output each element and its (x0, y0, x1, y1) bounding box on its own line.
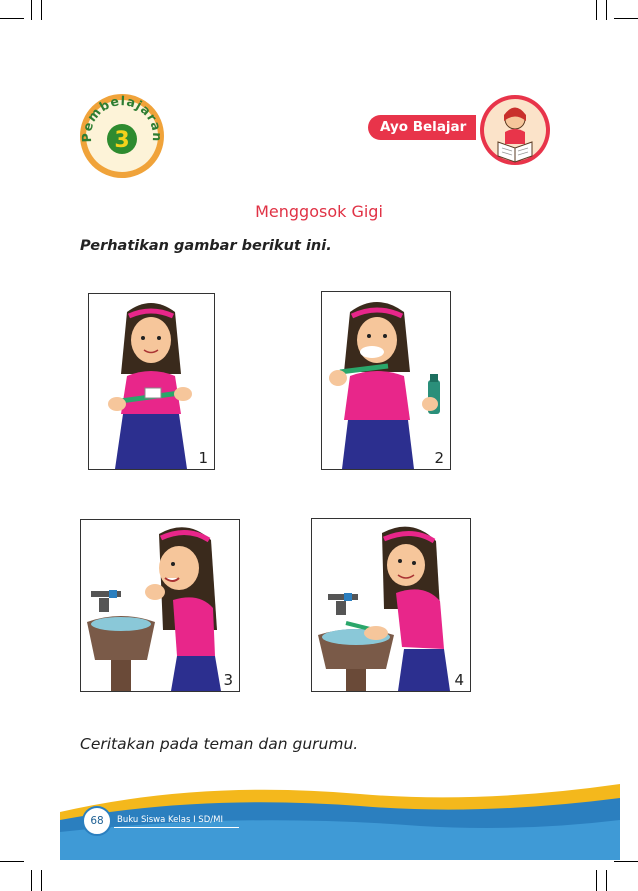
girl-brushing-teeth-illustration (322, 292, 450, 469)
section-title: Menggosok Gigi (255, 202, 383, 221)
panel-number: 4 (454, 671, 464, 689)
ayo-belajar-label: Ayo Belajar (368, 115, 476, 140)
badge-word: Pembelajaran (78, 93, 166, 143)
girl-washing-toothbrush-illustration (312, 519, 470, 691)
crop-mark (41, 0, 42, 20)
illustration-panel-3 (80, 519, 240, 692)
crop-mark (606, 0, 607, 20)
illustration-panel-4 (311, 518, 471, 692)
panel-number: 1 (198, 449, 208, 467)
page-number: 68 (82, 806, 112, 836)
book-label: Buku Siswa Kelas I SD/MI (117, 815, 223, 825)
instruction-text: Perhatikan gambar berikut ini. (80, 238, 332, 254)
crop-mark (596, 0, 597, 20)
crop-mark (614, 861, 638, 862)
girl-applying-toothpaste-illustration (89, 294, 214, 469)
footer-divider (114, 827, 239, 828)
crop-mark (41, 870, 42, 891)
crop-mark (614, 18, 638, 19)
girl-rinsing-mouth-illustration (81, 520, 239, 691)
lesson-badge-graphic (78, 92, 166, 180)
panel-number: 3 (223, 671, 233, 689)
crop-mark (606, 870, 607, 891)
lesson-badge (78, 92, 166, 180)
panel-number: 2 (434, 449, 444, 467)
reading-child-icon (478, 92, 552, 168)
illustration-panel-2 (321, 291, 451, 470)
badge-number: 3 (114, 128, 130, 153)
closing-instruction: Ceritakan pada teman dan gurumu. (80, 735, 359, 753)
crop-mark (31, 0, 32, 20)
illustration-panel-1 (88, 293, 215, 470)
crop-mark (31, 870, 32, 891)
crop-mark (0, 18, 24, 19)
crop-mark (596, 870, 597, 891)
crop-mark (0, 861, 24, 862)
